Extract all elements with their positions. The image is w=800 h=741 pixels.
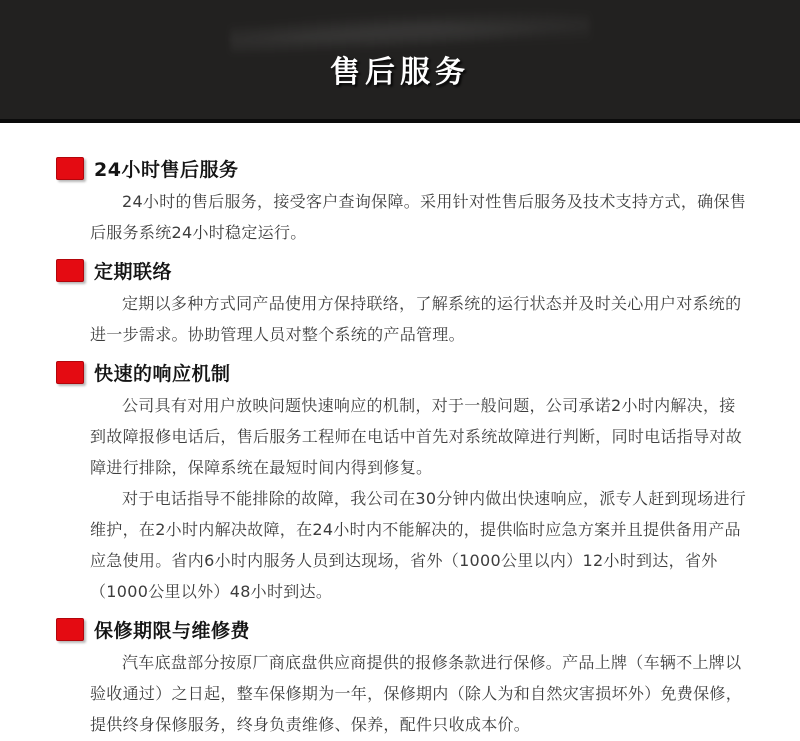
section-heading: 保修期限与维修费: [94, 619, 251, 642]
section-regular-contact: [56, 257, 748, 350]
header-banner: [0, 0, 800, 123]
section-paragraph: 汽车底盘部分按原厂商底盘供应商提供的报修条款进行保修。产品上牌（车辆不上牌以验收通过）之日起，整车保修期为一年，保修期内（除人为和自然灾害损坏外）免费保修，提供终身保修服务，终身负责维修、保养，配件只收成本价。: [90, 653, 743, 734]
section-header: [56, 616, 748, 642]
page-title: 售后服务: [330, 54, 470, 90]
section-header: [56, 155, 748, 181]
section-paragraph: 定期以多种方式同产品使用方保持联络，了解系统的运行状态并及时关心用户对系统的进一步需求。协助管理人员对整个系统的产品管理。: [90, 294, 742, 344]
section-heading: 快速的响应机制: [94, 362, 231, 385]
section-header: [56, 257, 748, 283]
red-square-bullet-icon: [56, 361, 84, 384]
section-heading: 24小时售后服务: [94, 158, 239, 181]
section-paragraph: 公司具有对用户放映问题快速响应的机制，对于一般问题，公司承诺2小时内解决，接到故障报修电话后，售后服务工程师在电话中首先对系统故障进行判断，同时电话指导对故障进行排除，保障系统在最短时间内得到修复。: [90, 396, 743, 477]
section-paragraph: 对于电话指导不能排除的故障，我公司在30分钟内做出快速响应，派专人赶到现场进行维护，在2小时内解决故障，在24小时内不能解决的，提供临时应急方案并且提供备用产品应急使用。省内6小时内服务人员到达现场，省外（1000公里以内）12小时到达，省外（1000公里以外）48小时到达。: [90, 489, 747, 601]
section-heading: 定期联络: [94, 260, 173, 283]
section-24h-service: [56, 155, 748, 248]
red-square-bullet-icon: [56, 157, 84, 180]
red-square-bullet-icon: [56, 618, 84, 641]
section-header: [56, 359, 748, 385]
red-square-bullet-icon: [56, 259, 84, 282]
content: [0, 123, 800, 740]
section-warranty: [56, 616, 748, 740]
section-fast-response: [56, 359, 748, 607]
section-paragraph: 24小时的售后服务，接受客户查询保障。采用针对性售后服务及技术支持方式，确保售后服务系统24小时稳定运行。: [90, 192, 747, 242]
